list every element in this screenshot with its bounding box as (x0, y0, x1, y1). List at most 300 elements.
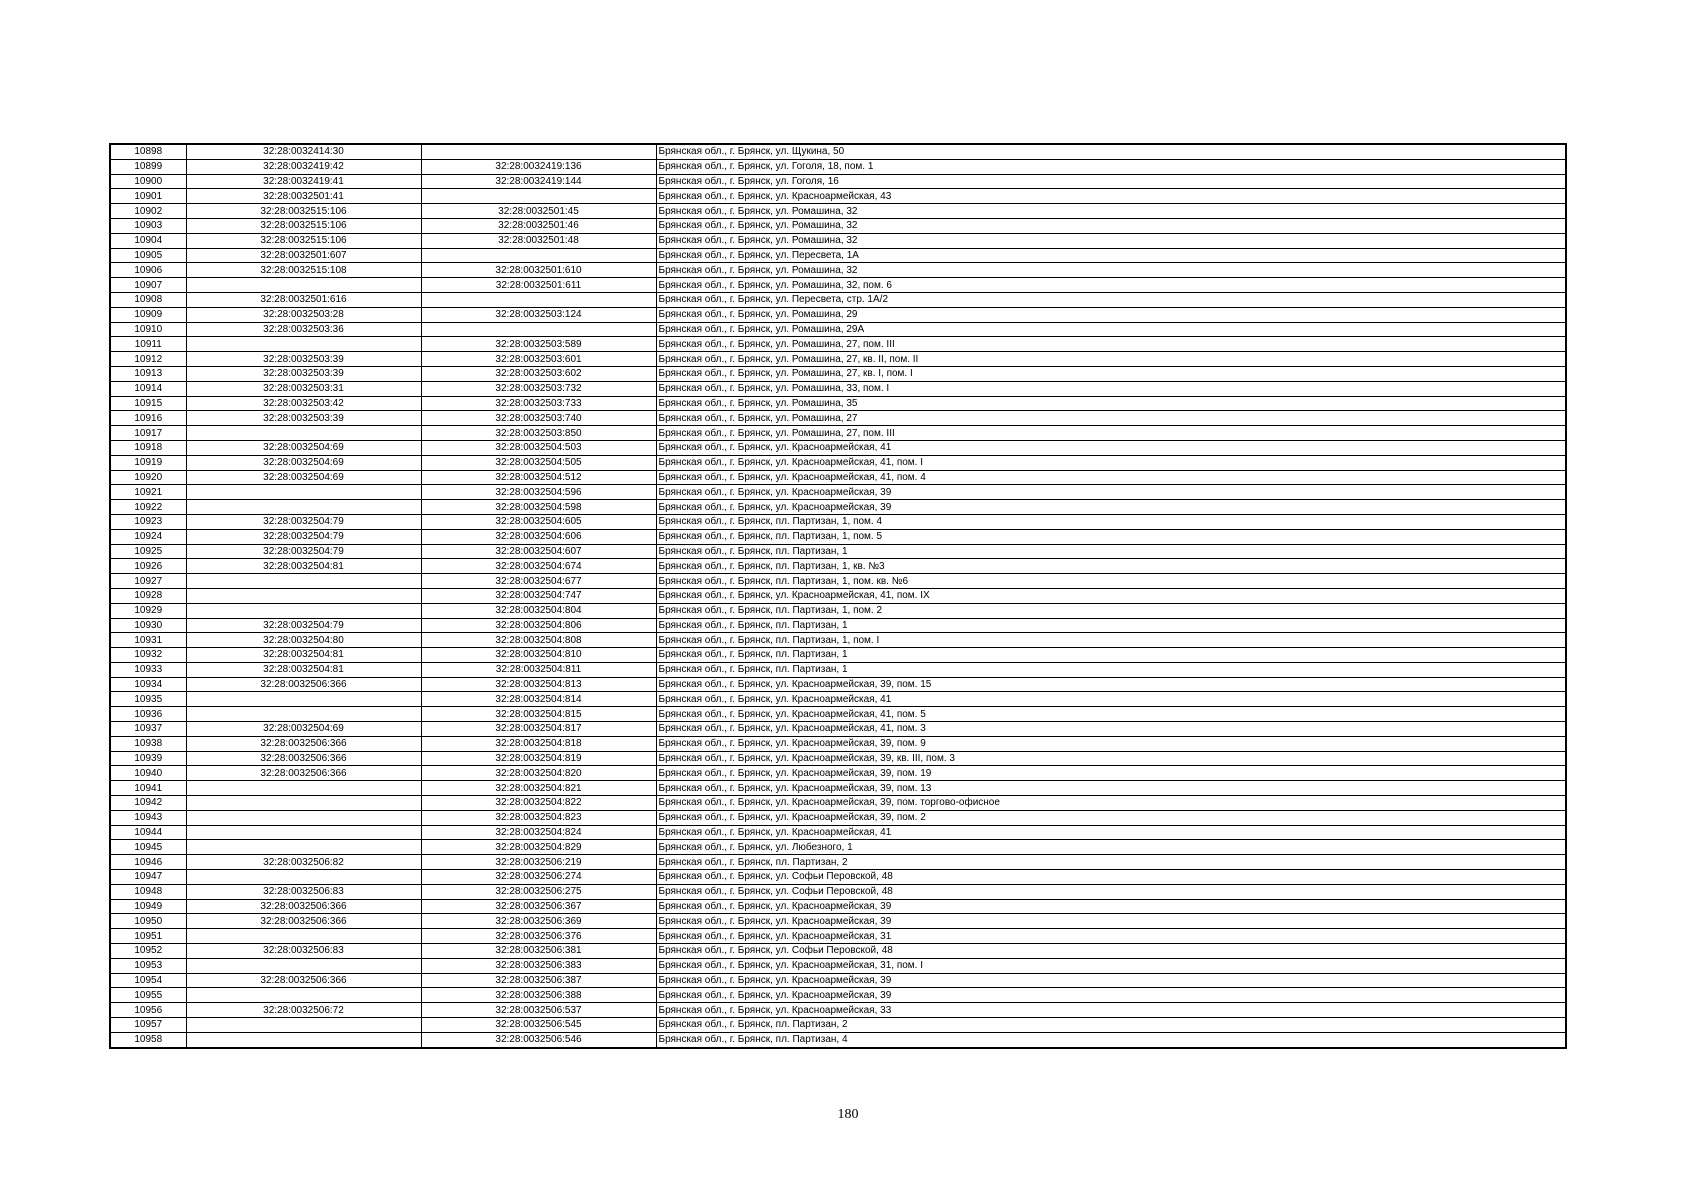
table-row (110, 781, 1566, 796)
object-cadastral-number-cell: 32:28:0032503:602 (421, 366, 656, 381)
land-cadastral-number-cell: 32:28:0032504:69 (186, 722, 421, 737)
land-cadastral-number-cell: 32:28:0032504:81 (186, 662, 421, 677)
table-row (110, 544, 1566, 559)
table-row (110, 218, 1566, 233)
land-cadastral-number-cell (186, 500, 421, 515)
row-number-cell: 10907 (110, 278, 186, 293)
row-number-cell: 10942 (110, 796, 186, 811)
object-cadastral-number-cell (421, 322, 656, 337)
land-cadastral-number-cell: 32:28:0032414:30 (186, 144, 421, 159)
object-cadastral-number-cell: 32:28:0032504:503 (421, 440, 656, 455)
row-number-cell: 10936 (110, 707, 186, 722)
object-cadastral-number-cell (421, 248, 656, 263)
land-cadastral-number-cell: 32:28:0032504:81 (186, 559, 421, 574)
address-cell: Брянская обл., г. Брянск, ул. Ромашина, 32 (656, 263, 1566, 278)
table-row (110, 396, 1566, 411)
object-cadastral-number-cell: 32:28:0032504:811 (421, 662, 656, 677)
table-row (110, 159, 1566, 174)
object-cadastral-number-cell: 32:28:0032504:821 (421, 781, 656, 796)
object-cadastral-number-cell: 32:28:0032503:732 (421, 381, 656, 396)
address-cell: Брянская обл., г. Брянск, ул. Красноармейская, 41 (656, 692, 1566, 707)
address-cell: Брянская обл., г. Брянск, пл. Партизан, 1, пом. 2 (656, 603, 1566, 618)
object-cadastral-number-cell: 32:28:0032504:512 (421, 470, 656, 485)
address-cell: Брянская обл., г. Брянск, пл. Партизан, 1 (656, 544, 1566, 559)
object-cadastral-number-cell: 32:28:0032506:376 (421, 929, 656, 944)
table-row (110, 988, 1566, 1003)
table-row (110, 455, 1566, 470)
object-cadastral-number-cell: 32:28:0032504:829 (421, 840, 656, 855)
land-cadastral-number-cell: 32:28:0032503:36 (186, 322, 421, 337)
object-cadastral-number-cell: 32:28:0032506:381 (421, 944, 656, 959)
registry-table-body (110, 144, 1566, 1048)
object-cadastral-number-cell: 32:28:0032504:820 (421, 766, 656, 781)
address-cell: Брянская обл., г. Брянск, ул. Красноармейская, 31 (656, 929, 1566, 944)
address-cell: Брянская обл., г. Брянск, ул. Любезного, 1 (656, 840, 1566, 855)
address-cell: Брянская обл., г. Брянск, ул. Красноармейская, 39, пом. торгово-офисное (656, 796, 1566, 811)
table-row (110, 766, 1566, 781)
land-cadastral-number-cell (186, 588, 421, 603)
land-cadastral-number-cell (186, 840, 421, 855)
object-cadastral-number-cell (421, 144, 656, 159)
address-cell: Брянская обл., г. Брянск, ул. Ромашина, 27, пом. III (656, 337, 1566, 352)
table-row (110, 233, 1566, 248)
object-cadastral-number-cell: 32:28:0032504:819 (421, 751, 656, 766)
row-number-cell: 10938 (110, 736, 186, 751)
land-cadastral-number-cell: 32:28:0032504:81 (186, 648, 421, 663)
row-number-cell: 10956 (110, 1003, 186, 1018)
object-cadastral-number-cell: 32:28:0032501:46 (421, 218, 656, 233)
address-cell: Брянская обл., г. Брянск, ул. Ромашина, 27, кв. I, пом. I (656, 366, 1566, 381)
address-cell: Брянская обл., г. Брянск, ул. Софьи Перовской, 48 (656, 870, 1566, 885)
row-number-cell: 10899 (110, 159, 186, 174)
table-row (110, 366, 1566, 381)
row-number-cell: 10952 (110, 944, 186, 959)
row-number-cell: 10908 (110, 292, 186, 307)
object-cadastral-number-cell: 32:28:0032504:824 (421, 825, 656, 840)
object-cadastral-number-cell: 32:28:0032506:367 (421, 899, 656, 914)
address-cell: Брянская обл., г. Брянск, ул. Ромашина, 35 (656, 396, 1566, 411)
address-cell: Брянская обл., г. Брянск, ул. Красноармейская, 43 (656, 189, 1566, 204)
land-cadastral-number-cell: 32:28:0032504:79 (186, 529, 421, 544)
row-number-cell: 10921 (110, 485, 186, 500)
table-row (110, 263, 1566, 278)
table-row (110, 662, 1566, 677)
object-cadastral-number-cell: 32:28:0032504:822 (421, 796, 656, 811)
land-cadastral-number-cell: 32:28:0032504:79 (186, 514, 421, 529)
address-cell: Брянская обл., г. Брянск, пл. Партизан, 1, пом. кв. №6 (656, 574, 1566, 589)
table-row (110, 855, 1566, 870)
object-cadastral-number-cell: 32:28:0032504:818 (421, 736, 656, 751)
table-row (110, 174, 1566, 189)
object-cadastral-number-cell: 32:28:0032506:388 (421, 988, 656, 1003)
object-cadastral-number-cell: 32:28:0032506:369 (421, 914, 656, 929)
table-row (110, 574, 1566, 589)
row-number-cell: 10933 (110, 662, 186, 677)
object-cadastral-number-cell: 32:28:0032506:537 (421, 1003, 656, 1018)
row-number-cell: 10958 (110, 1032, 186, 1047)
address-cell: Брянская обл., г. Брянск, ул. Красноармейская, 41, пом. 3 (656, 722, 1566, 737)
object-cadastral-number-cell: 32:28:0032504:596 (421, 485, 656, 500)
row-number-cell: 10902 (110, 204, 186, 219)
address-cell: Брянская обл., г. Брянск, ул. Красноармейская, 41, пом. IX (656, 588, 1566, 603)
land-cadastral-number-cell (186, 958, 421, 973)
row-number-cell: 10915 (110, 396, 186, 411)
address-cell: Брянская обл., г. Брянск, ул. Гоголя, 16 (656, 174, 1566, 189)
object-cadastral-number-cell: 32:28:0032501:611 (421, 278, 656, 293)
land-cadastral-number-cell (186, 337, 421, 352)
address-cell: Брянская обл., г. Брянск, пл. Партизан, 1, пом. I (656, 633, 1566, 648)
object-cadastral-number-cell: 32:28:0032504:747 (421, 588, 656, 603)
land-cadastral-number-cell (186, 426, 421, 441)
table-row (110, 307, 1566, 322)
row-number-cell: 10930 (110, 618, 186, 633)
address-cell: Брянская обл., г. Брянск, ул. Красноармейская, 41 (656, 440, 1566, 455)
row-number-cell: 10940 (110, 766, 186, 781)
table-row (110, 736, 1566, 751)
address-cell: Брянская обл., г. Брянск, ул. Красноармейская, 41 (656, 825, 1566, 840)
table-row (110, 1018, 1566, 1033)
table-row (110, 899, 1566, 914)
land-cadastral-number-cell (186, 278, 421, 293)
address-cell: Брянская обл., г. Брянск, ул. Красноармейская, 39 (656, 485, 1566, 500)
table-row (110, 352, 1566, 367)
row-number-cell: 10946 (110, 855, 186, 870)
object-cadastral-number-cell: 32:28:0032504:804 (421, 603, 656, 618)
address-cell: Брянская обл., г. Брянск, пл. Партизан, 2 (656, 1018, 1566, 1033)
row-number-cell: 10937 (110, 722, 186, 737)
address-cell: Брянская обл., г. Брянск, ул. Ромашина, 33, пом. I (656, 381, 1566, 396)
table-row (110, 322, 1566, 337)
table-row (110, 825, 1566, 840)
address-cell: Брянская обл., г. Брянск, ул. Красноармейская, 39, пом. 19 (656, 766, 1566, 781)
address-cell: Брянская обл., г. Брянск, ул. Пересвета, 1А (656, 248, 1566, 263)
table-row (110, 973, 1566, 988)
row-number-cell: 10949 (110, 899, 186, 914)
row-number-cell: 10944 (110, 825, 186, 840)
object-cadastral-number-cell: 32:28:0032504:607 (421, 544, 656, 559)
land-cadastral-number-cell (186, 603, 421, 618)
object-cadastral-number-cell: 32:28:0032504:605 (421, 514, 656, 529)
table-row (110, 500, 1566, 515)
address-cell: Брянская обл., г. Брянск, ул. Ромашина, 29 (656, 307, 1566, 322)
land-cadastral-number-cell (186, 485, 421, 500)
row-number-cell: 10918 (110, 440, 186, 455)
table-row (110, 677, 1566, 692)
address-cell: Брянская обл., г. Брянск, ул. Красноармейская, 31, пом. I (656, 958, 1566, 973)
row-number-cell: 10925 (110, 544, 186, 559)
land-cadastral-number-cell: 32:28:0032419:42 (186, 159, 421, 174)
address-cell: Брянская обл., г. Брянск, пл. Партизан, 1 (656, 618, 1566, 633)
row-number-cell: 10900 (110, 174, 186, 189)
address-cell: Брянская обл., г. Брянск, ул. Красноармейская, 41, пом. I (656, 455, 1566, 470)
object-cadastral-number-cell: 32:28:0032504:814 (421, 692, 656, 707)
table-row (110, 884, 1566, 899)
address-cell: Брянская обл., г. Брянск, пл. Партизан, 1, пом. 4 (656, 514, 1566, 529)
land-cadastral-number-cell (186, 707, 421, 722)
row-number-cell: 10939 (110, 751, 186, 766)
row-number-cell: 10912 (110, 352, 186, 367)
table-row (110, 485, 1566, 500)
table-row (110, 840, 1566, 855)
land-cadastral-number-cell: 32:28:0032504:80 (186, 633, 421, 648)
row-number-cell: 10934 (110, 677, 186, 692)
land-cadastral-number-cell: 32:28:0032504:69 (186, 440, 421, 455)
address-cell: Брянская обл., г. Брянск, ул. Красноармейская, 39, кв. III, пом. 3 (656, 751, 1566, 766)
land-cadastral-number-cell: 32:28:0032515:106 (186, 233, 421, 248)
land-cadastral-number-cell: 32:28:0032506:82 (186, 855, 421, 870)
row-number-cell: 10905 (110, 248, 186, 263)
object-cadastral-number-cell: 32:28:0032506:219 (421, 855, 656, 870)
row-number-cell: 10910 (110, 322, 186, 337)
land-cadastral-number-cell: 32:28:0032501:616 (186, 292, 421, 307)
land-cadastral-number-cell (186, 781, 421, 796)
land-cadastral-number-cell: 32:28:0032503:28 (186, 307, 421, 322)
object-cadastral-number-cell: 32:28:0032506:274 (421, 870, 656, 885)
land-cadastral-number-cell: 32:28:0032503:42 (186, 396, 421, 411)
table-row (110, 470, 1566, 485)
row-number-cell: 10926 (110, 559, 186, 574)
row-number-cell: 10950 (110, 914, 186, 929)
table-row (110, 914, 1566, 929)
table-row (110, 1032, 1566, 1047)
row-number-cell: 10913 (110, 366, 186, 381)
address-cell: Брянская обл., г. Брянск, пл. Партизан, 2 (656, 855, 1566, 870)
object-cadastral-number-cell: 32:28:0032419:144 (421, 174, 656, 189)
row-number-cell: 10917 (110, 426, 186, 441)
table-row (110, 944, 1566, 959)
address-cell: Брянская обл., г. Брянск, ул. Гоголя, 18, пом. 1 (656, 159, 1566, 174)
land-cadastral-number-cell: 32:28:0032515:108 (186, 263, 421, 278)
address-cell: Брянская обл., г. Брянск, ул. Красноармейская, 39, пом. 9 (656, 736, 1566, 751)
row-number-cell: 10922 (110, 500, 186, 515)
object-cadastral-number-cell: 32:28:0032503:124 (421, 307, 656, 322)
land-cadastral-number-cell: 32:28:0032506:366 (186, 973, 421, 988)
row-number-cell: 10943 (110, 810, 186, 825)
address-cell: Брянская обл., г. Брянск, ул. Красноармейская, 39 (656, 914, 1566, 929)
object-cadastral-number-cell: 32:28:0032503:740 (421, 411, 656, 426)
address-cell: Брянская обл., г. Брянск, ул. Красноармейская, 41, пом. 4 (656, 470, 1566, 485)
object-cadastral-number-cell: 32:28:0032504:674 (421, 559, 656, 574)
row-number-cell: 10931 (110, 633, 186, 648)
table-row (110, 278, 1566, 293)
table-row (110, 751, 1566, 766)
address-cell: Брянская обл., г. Брянск, ул. Ромашина, 32 (656, 218, 1566, 233)
address-cell: Брянская обл., г. Брянск, пл. Партизан, 1 (656, 662, 1566, 677)
row-number-cell: 10898 (110, 144, 186, 159)
address-cell: Брянская обл., г. Брянск, ул. Красноармейская, 39 (656, 899, 1566, 914)
address-cell: Брянская обл., г. Брянск, ул. Софьи Перовской, 48 (656, 884, 1566, 899)
row-number-cell: 10929 (110, 603, 186, 618)
object-cadastral-number-cell: 32:28:0032419:136 (421, 159, 656, 174)
land-cadastral-number-cell: 32:28:0032515:106 (186, 204, 421, 219)
object-cadastral-number-cell: 32:28:0032503:601 (421, 352, 656, 367)
object-cadastral-number-cell: 32:28:0032501:610 (421, 263, 656, 278)
object-cadastral-number-cell: 32:28:0032506:387 (421, 973, 656, 988)
row-number-cell: 10916 (110, 411, 186, 426)
object-cadastral-number-cell: 32:28:0032506:383 (421, 958, 656, 973)
row-number-cell: 10957 (110, 1018, 186, 1033)
table-row (110, 588, 1566, 603)
land-cadastral-number-cell: 32:28:0032503:39 (186, 366, 421, 381)
address-cell: Брянская обл., г. Брянск, пл. Партизан, 4 (656, 1032, 1566, 1047)
object-cadastral-number-cell: 32:28:0032504:813 (421, 677, 656, 692)
row-number-cell: 10924 (110, 529, 186, 544)
row-number-cell: 10935 (110, 692, 186, 707)
table-row (110, 189, 1566, 204)
row-number-cell: 10903 (110, 218, 186, 233)
table-row (110, 722, 1566, 737)
land-cadastral-number-cell: 32:28:0032506:72 (186, 1003, 421, 1018)
object-cadastral-number-cell: 32:28:0032504:677 (421, 574, 656, 589)
table-row (110, 411, 1566, 426)
row-number-cell: 10941 (110, 781, 186, 796)
address-cell: Брянская обл., г. Брянск, ул. Ромашина, 27, пом. III (656, 426, 1566, 441)
land-cadastral-number-cell: 32:28:0032503:31 (186, 381, 421, 396)
table-row (110, 1003, 1566, 1018)
object-cadastral-number-cell: 32:28:0032503:733 (421, 396, 656, 411)
object-cadastral-number-cell: 32:28:0032504:815 (421, 707, 656, 722)
address-cell: Брянская обл., г. Брянск, пл. Партизан, 1, пом. 5 (656, 529, 1566, 544)
row-number-cell: 10904 (110, 233, 186, 248)
land-cadastral-number-cell: 32:28:0032419:41 (186, 174, 421, 189)
table-row (110, 810, 1566, 825)
table-row (110, 559, 1566, 574)
row-number-cell: 10901 (110, 189, 186, 204)
land-cadastral-number-cell (186, 929, 421, 944)
address-cell: Брянская обл., г. Брянск, ул. Красноармейская, 39 (656, 500, 1566, 515)
row-number-cell: 10906 (110, 263, 186, 278)
land-cadastral-number-cell: 32:28:0032506:366 (186, 914, 421, 929)
row-number-cell: 10927 (110, 574, 186, 589)
land-cadastral-number-cell: 32:28:0032506:366 (186, 899, 421, 914)
address-cell: Брянская обл., г. Брянск, ул. Ромашина, 27 (656, 411, 1566, 426)
table-row (110, 440, 1566, 455)
object-cadastral-number-cell: 32:28:0032504:505 (421, 455, 656, 470)
object-cadastral-number-cell: 32:28:0032506:545 (421, 1018, 656, 1033)
land-cadastral-number-cell: 32:28:0032506:83 (186, 884, 421, 899)
table-row (110, 337, 1566, 352)
table-row (110, 633, 1566, 648)
land-cadastral-number-cell: 32:28:0032506:366 (186, 751, 421, 766)
object-cadastral-number-cell: 32:28:0032504:806 (421, 618, 656, 633)
address-cell: Брянская обл., г. Брянск, ул. Ромашина, 27, кв. II, пом. II (656, 352, 1566, 367)
table-row (110, 618, 1566, 633)
land-cadastral-number-cell (186, 574, 421, 589)
table-row (110, 870, 1566, 885)
table-row (110, 381, 1566, 396)
address-cell: Брянская обл., г. Брянск, пл. Партизан, 1, кв. №3 (656, 559, 1566, 574)
land-cadastral-number-cell: 32:28:0032504:79 (186, 544, 421, 559)
address-cell: Брянская обл., г. Брянск, ул. Ромашина, 32 (656, 204, 1566, 219)
land-cadastral-number-cell: 32:28:0032515:106 (186, 218, 421, 233)
row-number-cell: 10920 (110, 470, 186, 485)
object-cadastral-number-cell: 32:28:0032504:808 (421, 633, 656, 648)
address-cell: Брянская обл., г. Брянск, ул. Щукина, 50 (656, 144, 1566, 159)
table-row (110, 796, 1566, 811)
land-cadastral-number-cell: 32:28:0032504:79 (186, 618, 421, 633)
address-cell: Брянская обл., г. Брянск, ул. Ромашина, 32 (656, 233, 1566, 248)
address-cell: Брянская обл., г. Брянск, ул. Красноармейская, 39 (656, 988, 1566, 1003)
address-cell: Брянская обл., г. Брянск, ул. Красноармейская, 39 (656, 973, 1566, 988)
address-cell: Брянская обл., г. Брянск, ул. Софьи Перовской, 48 (656, 944, 1566, 959)
land-cadastral-number-cell: 32:28:0032506:366 (186, 677, 421, 692)
row-number-cell: 10909 (110, 307, 186, 322)
table-row (110, 514, 1566, 529)
address-cell: Брянская обл., г. Брянск, ул. Красноармейская, 39, пом. 15 (656, 677, 1566, 692)
address-cell: Брянская обл., г. Брянск, ул. Пересвета, стр. 1А/2 (656, 292, 1566, 307)
row-number-cell: 10911 (110, 337, 186, 352)
row-number-cell: 10955 (110, 988, 186, 1003)
land-cadastral-number-cell (186, 810, 421, 825)
object-cadastral-number-cell: 32:28:0032503:589 (421, 337, 656, 352)
row-number-cell: 10953 (110, 958, 186, 973)
address-cell: Брянская обл., г. Брянск, ул. Ромашина, 32, пом. 6 (656, 278, 1566, 293)
object-cadastral-number-cell: 32:28:0032506:546 (421, 1032, 656, 1047)
address-cell: Брянская обл., г. Брянск, ул. Ромашина, 29А (656, 322, 1566, 337)
object-cadastral-number-cell (421, 189, 656, 204)
table-row (110, 292, 1566, 307)
table-row (110, 707, 1566, 722)
row-number-cell: 10923 (110, 514, 186, 529)
address-cell: Брянская обл., г. Брянск, пл. Партизан, 1 (656, 648, 1566, 663)
land-cadastral-number-cell (186, 692, 421, 707)
object-cadastral-number-cell: 32:28:0032506:275 (421, 884, 656, 899)
land-cadastral-number-cell (186, 870, 421, 885)
land-cadastral-number-cell: 32:28:0032506:366 (186, 766, 421, 781)
land-cadastral-number-cell: 32:28:0032506:83 (186, 944, 421, 959)
land-cadastral-number-cell: 32:28:0032503:39 (186, 411, 421, 426)
object-cadastral-number-cell: 32:28:0032503:850 (421, 426, 656, 441)
row-number-cell: 10948 (110, 884, 186, 899)
address-cell: Брянская обл., г. Брянск, ул. Красноармейская, 39, пом. 13 (656, 781, 1566, 796)
land-cadastral-number-cell (186, 988, 421, 1003)
land-cadastral-number-cell: 32:28:0032504:69 (186, 470, 421, 485)
address-cell: Брянская обл., г. Брянск, ул. Красноармейская, 41, пом. 5 (656, 707, 1566, 722)
land-cadastral-number-cell (186, 825, 421, 840)
page-number: 180 (837, 1107, 859, 1122)
table-row (110, 529, 1566, 544)
object-cadastral-number-cell: 32:28:0032501:45 (421, 204, 656, 219)
land-cadastral-number-cell: 32:28:0032503:39 (186, 352, 421, 367)
table-row (110, 248, 1566, 263)
row-number-cell: 10932 (110, 648, 186, 663)
object-cadastral-number-cell: 32:28:0032504:810 (421, 648, 656, 663)
object-cadastral-number-cell: 32:28:0032504:823 (421, 810, 656, 825)
table-row (110, 648, 1566, 663)
table-row (110, 958, 1566, 973)
row-number-cell: 10954 (110, 973, 186, 988)
land-cadastral-number-cell (186, 1018, 421, 1033)
land-cadastral-number-cell: 32:28:0032501:607 (186, 248, 421, 263)
row-number-cell: 10919 (110, 455, 186, 470)
address-cell: Брянская обл., г. Брянск, ул. Красноармейская, 39, пом. 2 (656, 810, 1566, 825)
object-cadastral-number-cell (421, 292, 656, 307)
object-cadastral-number-cell: 32:28:0032504:598 (421, 500, 656, 515)
row-number-cell: 10914 (110, 381, 186, 396)
land-cadastral-number-cell (186, 796, 421, 811)
registry-table (109, 143, 1567, 1049)
land-cadastral-number-cell: 32:28:0032504:69 (186, 455, 421, 470)
row-number-cell: 10945 (110, 840, 186, 855)
object-cadastral-number-cell: 32:28:0032504:817 (421, 722, 656, 737)
table-row (110, 426, 1566, 441)
row-number-cell: 10947 (110, 870, 186, 885)
table-row (110, 603, 1566, 618)
table-row (110, 929, 1566, 944)
land-cadastral-number-cell: 32:28:0032506:366 (186, 736, 421, 751)
object-cadastral-number-cell: 32:28:0032501:48 (421, 233, 656, 248)
land-cadastral-number-cell (186, 1032, 421, 1047)
